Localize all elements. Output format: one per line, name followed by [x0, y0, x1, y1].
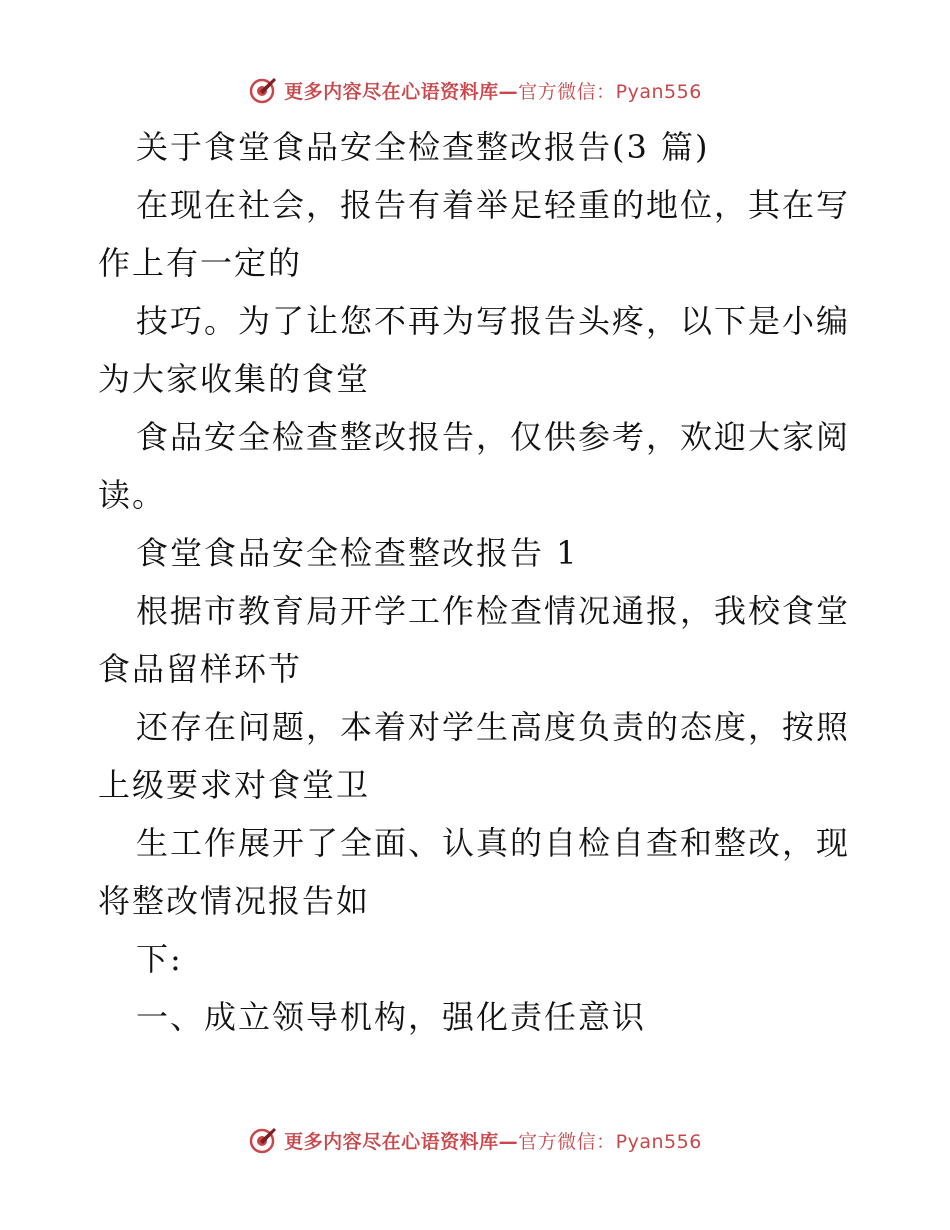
document-line: 读。 [98, 476, 167, 514]
document-line: 上级要求对食堂卫 [98, 766, 371, 804]
document-line: 技巧。为了让您不再为写报告头疼，以下是小编 [136, 302, 851, 340]
document-line: 一、成立领导机构，强化责任意识 [136, 998, 647, 1036]
document-line: 根据市教育局开学工作检查情况通报，我校食堂 [136, 592, 851, 630]
pen-logo-icon [248, 75, 278, 105]
document-line: 食品留样环节 [98, 650, 303, 688]
watermark-banner-bottom [0, 1120, 950, 1160]
document-line: 将整改情况报告如 [98, 882, 371, 920]
document-line: 关于食堂食品安全检查整改报告(3 篇) [136, 128, 710, 166]
document-line: 生工作展开了全面、认真的自检自查和整改，现 [136, 824, 851, 862]
document-body [98, 118, 854, 1046]
document-line: 还存在问题，本着对学生高度负责的态度，按照 [136, 708, 851, 746]
document-line: 下: [136, 940, 183, 978]
document-line: 作上有一定的 [98, 244, 303, 282]
document-line: 为大家收集的食堂 [98, 360, 371, 398]
document-line: 在现在社会，报告有着举足轻重的地位，其在写 [136, 186, 851, 224]
watermark-text: 更多内容尽在心语资料库—官方微信：Pyan556 [284, 1130, 702, 1153]
watermark-banner-top [0, 70, 950, 110]
watermark-text: 更多内容尽在心语资料库—官方微信：Pyan556 [284, 80, 702, 103]
document-line: 食品安全检查整改报告，仅供参考，欢迎大家阅 [136, 418, 851, 456]
document-line: 食堂食品安全检查整改报告 1 [136, 534, 579, 572]
pen-logo-icon [248, 1125, 278, 1155]
